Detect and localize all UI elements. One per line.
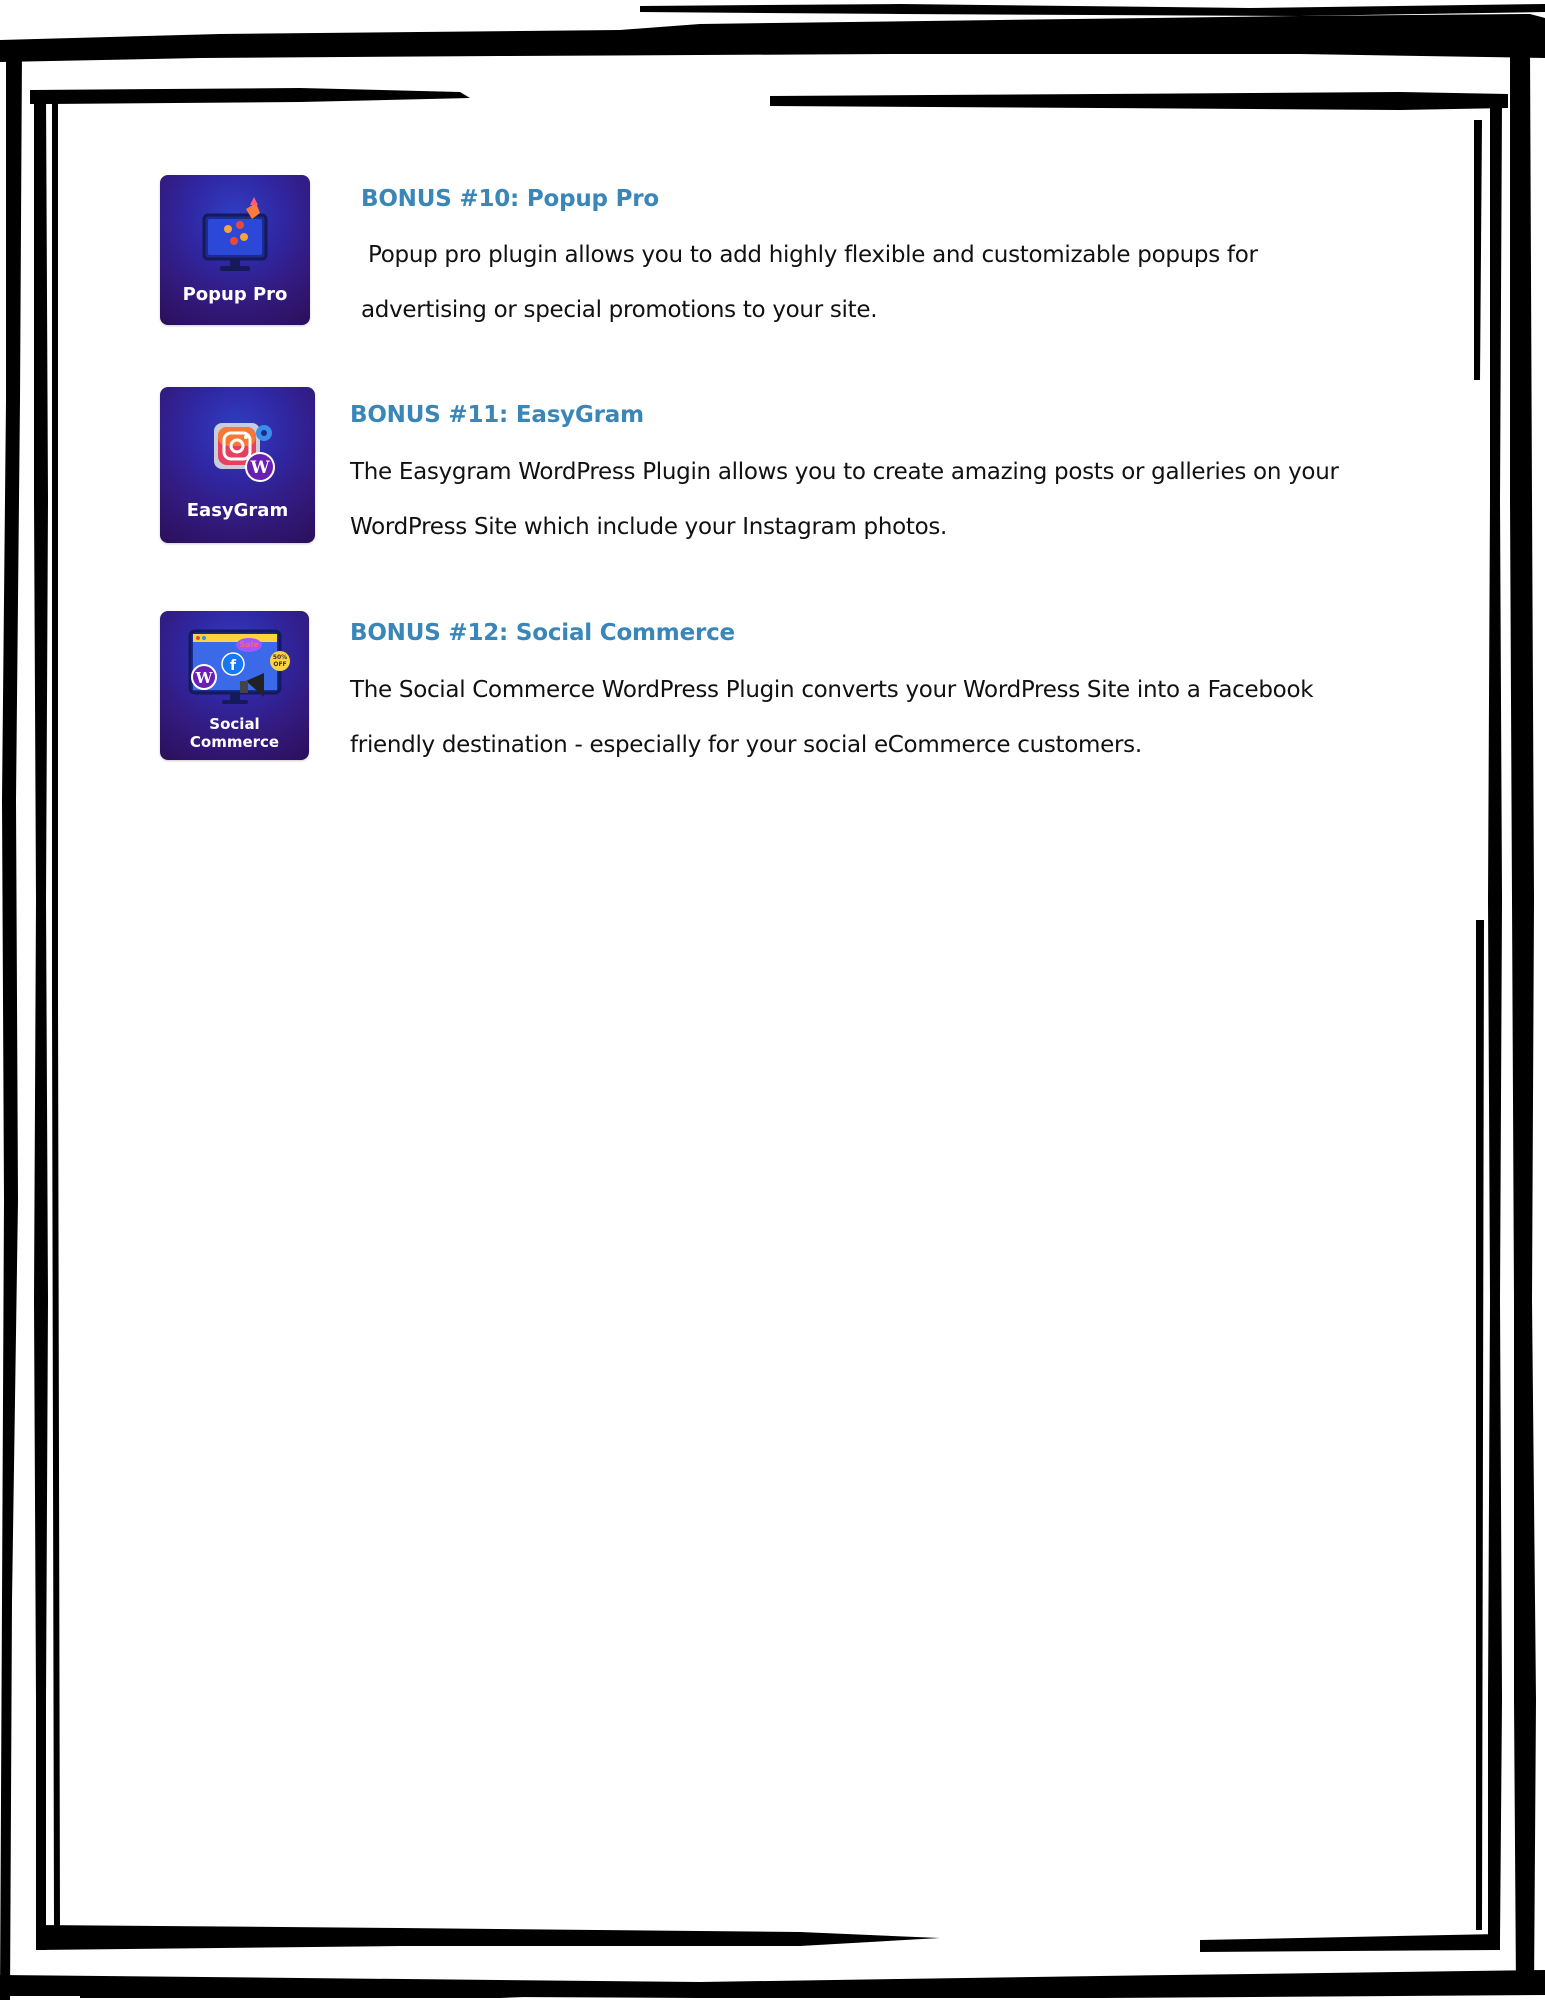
svg-text:f: f — [229, 658, 237, 674]
social-commerce-thumbnail — [160, 611, 309, 760]
svg-text:W: W — [195, 669, 213, 687]
thumbnail-label-line: Commerce — [189, 733, 280, 751]
discount-badge — [270, 654, 290, 668]
easygram-thumbnail — [160, 387, 315, 543]
bonus-description: The Social Commerce WordPress Plugin converts your WordPress Site into a Facebook friendly destination - especially for your social eCommerce customers. — [350, 677, 1321, 758]
thumbnail-label: EasyGram — [186, 500, 289, 521]
discount-badge-off: OFF — [273, 661, 287, 668]
sale-badge: Sale — [239, 640, 259, 649]
bonus-title: BONUS #11: EasyGram — [350, 402, 644, 428]
bonus-title: BONUS #10: Popup Pro — [361, 186, 660, 212]
bonus-description: The Easygram WordPress Plugin allows you to create amazing posts or galleries on your WordPress Site which include your Instagram photos. — [350, 459, 1346, 540]
thumbnail-label: Popup Pro — [182, 284, 288, 305]
bonus-title: BONUS #12: Social Commerce — [350, 620, 735, 646]
bonus-description: Popup pro plugin allows you to add highly flexible and customizable popups for advertising or special promotions to your site. — [361, 242, 1265, 323]
svg-text:W: W — [250, 458, 270, 478]
discount-badge-percent: 50% — [272, 654, 288, 661]
thumbnail-label-line: Social — [209, 715, 260, 733]
popup-pro-thumbnail — [160, 175, 310, 325]
thumbnail-label — [160, 715, 309, 751]
